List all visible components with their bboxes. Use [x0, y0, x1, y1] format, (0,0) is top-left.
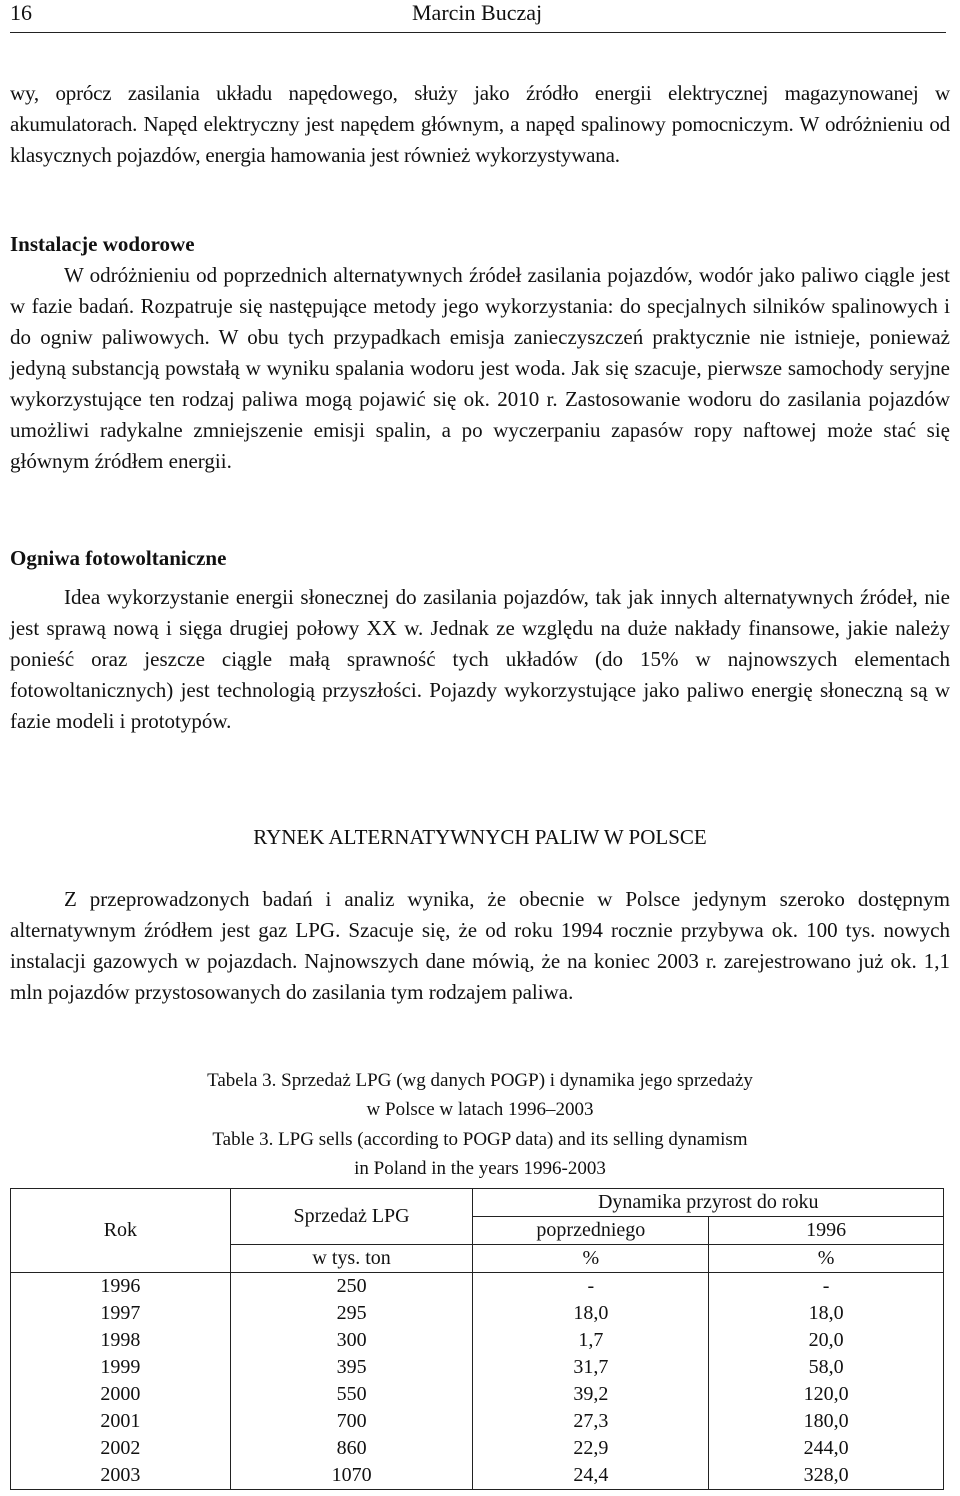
- header-base-year: 1996: [709, 1217, 944, 1245]
- cell-year: 1996: [11, 1273, 231, 1301]
- cell-year: 1998: [11, 1327, 231, 1354]
- cell-sales: 250: [230, 1273, 473, 1301]
- cell-year: 2000: [11, 1381, 231, 1408]
- cell-dynamics-base: 58,0: [709, 1354, 944, 1381]
- table-row: [11, 1300, 944, 1327]
- intro-paragraph-block: [10, 78, 950, 171]
- table-caption-polish: [10, 1066, 950, 1124]
- cell-dynamics-base: 180,0: [709, 1408, 944, 1435]
- unit-sales: w tys. ton: [230, 1245, 473, 1273]
- photovoltaic-paragraph: Idea wykorzystanie energii słonecznej do zasilania pojazdów, tak jak innych alternatywnych źródeł, nie jest sprawą nową i sięga drugiej połowy XX w. Jednak ze względu na duże nakłady finansowe, jakie należy ponieść oraz jeszcze ciągle małą sprawność tych układów (do 15% w najnowszych elementach fotowoltanicznych) jest technologią przyszłości. Pojazdy wykorzystujące jako paliwo energię słoneczną są w fazie modeli i prototypów.: [10, 585, 950, 733]
- market-paragraph-block: [10, 884, 950, 1008]
- table-row: [11, 1381, 944, 1408]
- unit-percent-base: %: [709, 1245, 944, 1273]
- lpg-sales-table: [10, 1188, 944, 1490]
- cell-dynamics-base: -: [709, 1273, 944, 1301]
- hydrogen-heading: Instalacje wodorowe: [10, 232, 195, 256]
- cell-year: 2001: [11, 1408, 231, 1435]
- table-caption-english: [10, 1125, 950, 1183]
- cell-year: 1999: [11, 1354, 231, 1381]
- table-row: [11, 1408, 944, 1435]
- cell-year: 2002: [11, 1435, 231, 1462]
- cell-dynamics-previous: -: [473, 1273, 709, 1301]
- cell-dynamics-base: 20,0: [709, 1327, 944, 1354]
- section-title-block: [10, 822, 950, 853]
- table-row: [11, 1354, 944, 1381]
- table-caption-english-line2: in Poland in the years 1996-2003: [354, 1158, 606, 1179]
- header-previous-year: poprzedniego: [473, 1217, 709, 1245]
- cell-sales: 1070: [230, 1462, 473, 1490]
- photovoltaic-heading: Ogniwa fotowoltaniczne: [10, 546, 227, 570]
- cell-dynamics-previous: 1,7: [473, 1327, 709, 1354]
- page-number: 16: [10, 0, 32, 25]
- cell-dynamics-base: 244,0: [709, 1435, 944, 1462]
- unit-percent-previous: %: [473, 1245, 709, 1273]
- cell-sales: 300: [230, 1327, 473, 1354]
- table-row: [11, 1462, 944, 1490]
- cell-dynamics-previous: 39,2: [473, 1381, 709, 1408]
- cell-dynamics-previous: 31,7: [473, 1354, 709, 1381]
- cell-year: 2003: [11, 1462, 231, 1490]
- cell-dynamics-base: 328,0: [709, 1462, 944, 1490]
- cell-dynamics-previous: 24,4: [473, 1462, 709, 1490]
- header-dynamics: Dynamika przyrost do roku: [473, 1189, 944, 1217]
- section-title: RYNEK ALTERNATYWNYCH PALIW W POLSCE: [253, 825, 707, 849]
- table-header: [11, 1189, 944, 1273]
- cell-dynamics-previous: 18,0: [473, 1300, 709, 1327]
- cell-sales: 700: [230, 1408, 473, 1435]
- header-year: Rok: [11, 1189, 231, 1273]
- cell-sales: 395: [230, 1354, 473, 1381]
- table-row: [11, 1273, 944, 1301]
- cell-sales: 860: [230, 1435, 473, 1462]
- hydrogen-paragraph: W odróżnieniu od poprzednich alternatywnych źródeł zasilania pojazdów, wodór jako paliwo ciągle jest w fazie badań. Rozpatruje się następujące metody jego wykorzystania: do specjalnych silników spalinowych i do ogniw paliwowych. W obu tych przypadkach emisja zanieczyszczeń praktycznie nie istnieje, ponieważ jedyną substancją powstałą w wyniku spalania wodoru jest woda. Jak się szacuje, pierwsze samochody seryjne wykorzystujące ten rodzaj paliwa mogą pojawić się ok. 2010 r. Zastosowanie wodoru do zasilania pojazdów umożliwi radykalne zmniejszenie emisji spalin, a po wyczerpaniu zapasów ropy naftowej może stać się głównym źródłem energii.: [10, 263, 950, 473]
- cell-dynamics-base: 120,0: [709, 1381, 944, 1408]
- cell-year: 1997: [11, 1300, 231, 1327]
- cell-sales: 550: [230, 1381, 473, 1408]
- table-row: [11, 1327, 944, 1354]
- running-author: Marcin Buczaj: [412, 0, 543, 25]
- cell-dynamics-base: 18,0: [709, 1300, 944, 1327]
- table-caption-english-line1: Table 3. LPG sells (according to POGP data) and its selling dynamism: [212, 1129, 748, 1150]
- intro-paragraph: wy, oprócz zasilania układu napędowego, służy jako źródło energii elektrycznej magazynowanej w akumulatorach. Napęd elektryczny jest napędem głównym, a napęd spalinowy pomocniczym. W odróżnieniu od klasycznych pojazdów, energia hamowania jest również wykorzystywana.: [10, 81, 950, 167]
- table-body: [11, 1273, 944, 1490]
- cell-dynamics-previous: 27,3: [473, 1408, 709, 1435]
- table-row: [11, 1435, 944, 1462]
- photovoltaic-section: [10, 543, 950, 737]
- table-caption-polish-line1: Tabela 3. Sprzedaż LPG (wg danych POGP) i dynamika jego sprzedaży: [207, 1070, 753, 1091]
- table-caption-polish-line2: w Polsce w latach 1996–2003: [366, 1099, 594, 1120]
- hydrogen-section: [10, 229, 950, 477]
- market-paragraph: Z przeprowadzonych badań i analiz wynika, że obecnie w Polsce jedynym szeroko dostępnym alternatywnym źródłem jest gaz LPG. Szacuje się, że od roku 1994 rocznie przybywa ok. 100 tys. nowych instalacji gazowych w pojazdach. Najnowszych dane mówią, że na koniec 2003 r. zarejestrowano już ok. 1,1 mln pojazdów przystosowanych do zasilania tym rodzajem paliwa.: [10, 887, 950, 1004]
- cell-dynamics-previous: 22,9: [473, 1435, 709, 1462]
- cell-sales: 295: [230, 1300, 473, 1327]
- page-header: [10, 0, 946, 33]
- header-sales: Sprzedaż LPG: [230, 1189, 473, 1245]
